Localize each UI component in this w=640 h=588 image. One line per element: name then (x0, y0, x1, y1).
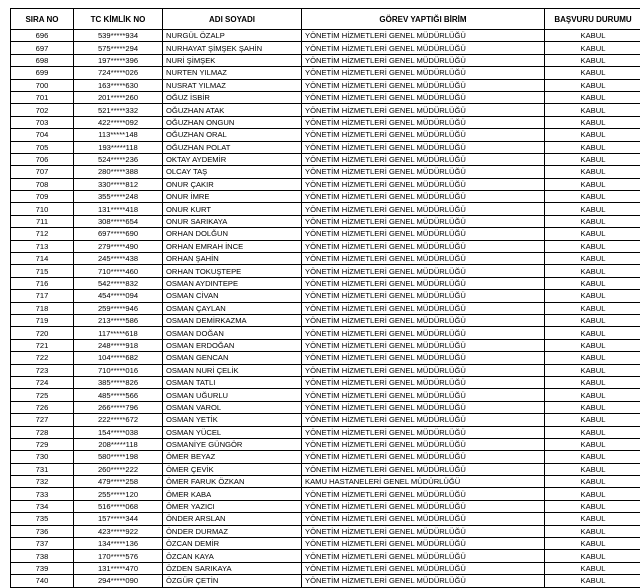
cell-sira-no: 703 (11, 116, 74, 128)
cell-tc-kimlik-no: 157*****344 (74, 513, 163, 525)
cell-adi-soyadi: OSMAN ERDOĞAN (163, 339, 302, 351)
table-row (11, 203, 640, 215)
cell-tc-kimlik-no: 308*****654 (74, 215, 163, 227)
cell-sira-no: 740 (11, 575, 74, 587)
cell-basvuru-durumu: KABUL (545, 166, 640, 178)
table-row (11, 191, 640, 203)
cell-basvuru-durumu: KABUL (545, 426, 640, 438)
cell-sira-no: 696 (11, 30, 74, 42)
table-row (11, 253, 640, 265)
cell-gorev-birim: YÖNETİM HİZMETLERİ GENEL MÜDÜRLÜĞÜ (302, 575, 545, 587)
cell-tc-kimlik-no: 197*****396 (74, 54, 163, 66)
table-row (11, 91, 640, 103)
table-row (11, 67, 640, 79)
cell-tc-kimlik-no: 423*****922 (74, 525, 163, 537)
cell-sira-no: 717 (11, 290, 74, 302)
cell-adi-soyadi: OLCAY TAŞ (163, 166, 302, 178)
cell-basvuru-durumu: KABUL (545, 414, 640, 426)
cell-basvuru-durumu: KABUL (545, 513, 640, 525)
cell-adi-soyadi: OSMAN TATLI (163, 376, 302, 388)
cell-adi-soyadi: ONUR İMRE (163, 191, 302, 203)
cell-gorev-birim: YÖNETİM HİZMETLERİ GENEL MÜDÜRLÜĞÜ (302, 389, 545, 401)
cell-tc-kimlik-no: 479*****258 (74, 476, 163, 488)
cell-tc-kimlik-no: 113*****148 (74, 129, 163, 141)
cell-sira-no: 709 (11, 191, 74, 203)
table-row (11, 463, 640, 475)
cell-basvuru-durumu: KABUL (545, 191, 640, 203)
table-row (11, 314, 640, 326)
cell-basvuru-durumu: KABUL (545, 352, 640, 364)
cell-gorev-birim: YÖNETİM HİZMETLERİ GENEL MÜDÜRLÜĞÜ (302, 265, 545, 277)
cell-basvuru-durumu: KABUL (545, 54, 640, 66)
cell-adi-soyadi: ÖZGÜR ÇETİN (163, 575, 302, 587)
cell-adi-soyadi: OĞUZHAN ONGUN (163, 116, 302, 128)
cell-basvuru-durumu: KABUL (545, 153, 640, 165)
cell-sira-no: 713 (11, 240, 74, 252)
cell-sira-no: 724 (11, 376, 74, 388)
cell-tc-kimlik-no: 580*****198 (74, 451, 163, 463)
cell-basvuru-durumu: KABUL (545, 500, 640, 512)
cell-basvuru-durumu: KABUL (545, 129, 640, 141)
cell-gorev-birim: YÖNETİM HİZMETLERİ GENEL MÜDÜRLÜĞÜ (302, 352, 545, 364)
cell-adi-soyadi: OSMAN VAROL (163, 401, 302, 413)
cell-adi-soyadi: OĞUZHAN POLAT (163, 141, 302, 153)
cell-sira-no: 702 (11, 104, 74, 116)
cell-adi-soyadi: ONUR KURT (163, 203, 302, 215)
applicant-table (10, 8, 640, 588)
cell-sira-no: 722 (11, 352, 74, 364)
table-row (11, 290, 640, 302)
cell-sira-no: 739 (11, 562, 74, 574)
cell-adi-soyadi: OSMAN ÇAYLAN (163, 302, 302, 314)
table-row (11, 550, 640, 562)
cell-sira-no: 712 (11, 228, 74, 240)
table-row (11, 426, 640, 438)
cell-basvuru-durumu: KABUL (545, 575, 640, 587)
header-sira-no: SIRA NO (11, 9, 74, 30)
cell-sira-no: 715 (11, 265, 74, 277)
table-row (11, 277, 640, 289)
table-row (11, 228, 640, 240)
cell-basvuru-durumu: KABUL (545, 42, 640, 54)
table-row (11, 438, 640, 450)
cell-basvuru-durumu: KABUL (545, 253, 640, 265)
cell-adi-soyadi: NUSRAT YILMAZ (163, 79, 302, 91)
table-row (11, 352, 640, 364)
cell-tc-kimlik-no: 294*****090 (74, 575, 163, 587)
table-row (11, 42, 640, 54)
cell-gorev-birim: YÖNETİM HİZMETLERİ GENEL MÜDÜRLÜĞÜ (302, 166, 545, 178)
cell-basvuru-durumu: KABUL (545, 327, 640, 339)
cell-basvuru-durumu: KABUL (545, 265, 640, 277)
cell-adi-soyadi: ÖMER KABA (163, 488, 302, 500)
table-row (11, 538, 640, 550)
cell-basvuru-durumu: KABUL (545, 488, 640, 500)
cell-adi-soyadi: NURHAYAT ŞİMŞEK ŞAHİN (163, 42, 302, 54)
cell-basvuru-durumu: KABUL (545, 314, 640, 326)
cell-basvuru-durumu: KABUL (545, 203, 640, 215)
table-row (11, 562, 640, 574)
table-row (11, 240, 640, 252)
cell-tc-kimlik-no: 201*****260 (74, 91, 163, 103)
cell-adi-soyadi: NURGÜL ÖZALP (163, 30, 302, 42)
table-row (11, 116, 640, 128)
cell-gorev-birim: YÖNETİM HİZMETLERİ GENEL MÜDÜRLÜĞÜ (302, 463, 545, 475)
cell-sira-no: 730 (11, 451, 74, 463)
cell-tc-kimlik-no: 208*****118 (74, 438, 163, 450)
table-row (11, 476, 640, 488)
cell-tc-kimlik-no: 193*****118 (74, 141, 163, 153)
cell-tc-kimlik-no: 170*****576 (74, 550, 163, 562)
cell-tc-kimlik-no: 222*****672 (74, 414, 163, 426)
cell-sira-no: 737 (11, 538, 74, 550)
cell-adi-soyadi: OSMAN DOĞAN (163, 327, 302, 339)
cell-tc-kimlik-no: 710*****016 (74, 364, 163, 376)
cell-basvuru-durumu: KABUL (545, 178, 640, 190)
cell-adi-soyadi: ÖMER BEYAZ (163, 451, 302, 463)
cell-adi-soyadi: NURTEN YILMAZ (163, 67, 302, 79)
cell-tc-kimlik-no: 279*****490 (74, 240, 163, 252)
cell-adi-soyadi: OĞUZHAN ATAK (163, 104, 302, 116)
cell-basvuru-durumu: KABUL (545, 562, 640, 574)
cell-basvuru-durumu: KABUL (545, 116, 640, 128)
cell-gorev-birim: YÖNETİM HİZMETLERİ GENEL MÜDÜRLÜĞÜ (302, 91, 545, 103)
table-row (11, 104, 640, 116)
cell-basvuru-durumu: KABUL (545, 525, 640, 537)
header-adi-soyadi: ADI SOYADI (163, 9, 302, 30)
cell-basvuru-durumu: KABUL (545, 550, 640, 562)
cell-basvuru-durumu: KABUL (545, 339, 640, 351)
cell-gorev-birim: YÖNETİM HİZMETLERİ GENEL MÜDÜRLÜĞÜ (302, 191, 545, 203)
cell-tc-kimlik-no: 524*****236 (74, 153, 163, 165)
header-row (11, 9, 640, 30)
cell-sira-no: 734 (11, 500, 74, 512)
cell-basvuru-durumu: KABUL (545, 438, 640, 450)
cell-tc-kimlik-no: 259*****946 (74, 302, 163, 314)
cell-adi-soyadi: ÖZDEN SARIKAYA (163, 562, 302, 574)
table-row (11, 575, 640, 587)
cell-basvuru-durumu: KABUL (545, 476, 640, 488)
table-row (11, 141, 640, 153)
cell-adi-soyadi: OĞUZHAN ORAL (163, 129, 302, 141)
cell-gorev-birim: YÖNETİM HİZMETLERİ GENEL MÜDÜRLÜĞÜ (302, 79, 545, 91)
cell-adi-soyadi: OSMAN UĞURLU (163, 389, 302, 401)
cell-basvuru-durumu: KABUL (545, 104, 640, 116)
cell-basvuru-durumu: KABUL (545, 30, 640, 42)
table-row (11, 265, 640, 277)
cell-sira-no: 732 (11, 476, 74, 488)
cell-gorev-birim: YÖNETİM HİZMETLERİ GENEL MÜDÜRLÜĞÜ (302, 253, 545, 265)
cell-gorev-birim: YÖNETİM HİZMETLERİ GENEL MÜDÜRLÜĞÜ (302, 538, 545, 550)
cell-adi-soyadi: ORHAN TOKUŞTEPE (163, 265, 302, 277)
cell-tc-kimlik-no: 213*****586 (74, 314, 163, 326)
cell-tc-kimlik-no: 710*****460 (74, 265, 163, 277)
cell-gorev-birim: YÖNETİM HİZMETLERİ GENEL MÜDÜRLÜĞÜ (302, 215, 545, 227)
table-row (11, 54, 640, 66)
cell-gorev-birim: YÖNETİM HİZMETLERİ GENEL MÜDÜRLÜĞÜ (302, 550, 545, 562)
cell-gorev-birim: YÖNETİM HİZMETLERİ GENEL MÜDÜRLÜĞÜ (302, 314, 545, 326)
cell-sira-no: 727 (11, 414, 74, 426)
cell-gorev-birim: YÖNETİM HİZMETLERİ GENEL MÜDÜRLÜĞÜ (302, 364, 545, 376)
cell-gorev-birim: YÖNETİM HİZMETLERİ GENEL MÜDÜRLÜĞÜ (302, 327, 545, 339)
table-row (11, 525, 640, 537)
cell-gorev-birim: YÖNETİM HİZMETLERİ GENEL MÜDÜRLÜĞÜ (302, 339, 545, 351)
cell-adi-soyadi: OSMANİYE GÜNGÖR (163, 438, 302, 450)
table-row (11, 488, 640, 500)
cell-tc-kimlik-no: 255*****120 (74, 488, 163, 500)
cell-sira-no: 723 (11, 364, 74, 376)
table-row (11, 401, 640, 413)
cell-sira-no: 706 (11, 153, 74, 165)
cell-sira-no: 735 (11, 513, 74, 525)
cell-tc-kimlik-no: 280*****388 (74, 166, 163, 178)
cell-sira-no: 721 (11, 339, 74, 351)
cell-tc-kimlik-no: 516*****068 (74, 500, 163, 512)
cell-sira-no: 705 (11, 141, 74, 153)
cell-adi-soyadi: OSMAN YETİK (163, 414, 302, 426)
cell-adi-soyadi: OSMAN CİVAN (163, 290, 302, 302)
cell-tc-kimlik-no: 134*****136 (74, 538, 163, 550)
cell-gorev-birim: YÖNETİM HİZMETLERİ GENEL MÜDÜRLÜĞÜ (302, 203, 545, 215)
cell-basvuru-durumu: KABUL (545, 91, 640, 103)
cell-sira-no: 736 (11, 525, 74, 537)
cell-gorev-birim: YÖNETİM HİZMETLERİ GENEL MÜDÜRLÜĞÜ (302, 414, 545, 426)
cell-gorev-birim: YÖNETİM HİZMETLERİ GENEL MÜDÜRLÜĞÜ (302, 401, 545, 413)
cell-gorev-birim: YÖNETİM HİZMETLERİ GENEL MÜDÜRLÜĞÜ (302, 277, 545, 289)
cell-basvuru-durumu: KABUL (545, 364, 640, 376)
cell-gorev-birim: YÖNETİM HİZMETLERİ GENEL MÜDÜRLÜĞÜ (302, 116, 545, 128)
cell-tc-kimlik-no: 454*****094 (74, 290, 163, 302)
cell-gorev-birim: YÖNETİM HİZMETLERİ GENEL MÜDÜRLÜĞÜ (302, 290, 545, 302)
cell-gorev-birim: YÖNETİM HİZMETLERİ GENEL MÜDÜRLÜĞÜ (302, 42, 545, 54)
cell-tc-kimlik-no: 542*****832 (74, 277, 163, 289)
cell-sira-no: 700 (11, 79, 74, 91)
cell-gorev-birim: YÖNETİM HİZMETLERİ GENEL MÜDÜRLÜĞÜ (302, 562, 545, 574)
cell-adi-soyadi: ÖNDER DURMAZ (163, 525, 302, 537)
table-row (11, 30, 640, 42)
header-tc-kimlik-no: TC KİMLİK NO (74, 9, 163, 30)
table-header (11, 9, 640, 30)
cell-basvuru-durumu: KABUL (545, 277, 640, 289)
cell-basvuru-durumu: KABUL (545, 240, 640, 252)
cell-gorev-birim: YÖNETİM HİZMETLERİ GENEL MÜDÜRLÜĞÜ (302, 30, 545, 42)
table-row (11, 166, 640, 178)
cell-gorev-birim: YÖNETİM HİZMETLERİ GENEL MÜDÜRLÜĞÜ (302, 129, 545, 141)
cell-adi-soyadi: ÖZCAN DEMİR (163, 538, 302, 550)
table-row (11, 364, 640, 376)
cell-tc-kimlik-no: 697*****690 (74, 228, 163, 240)
cell-adi-soyadi: ÖZCAN KAYA (163, 550, 302, 562)
cell-basvuru-durumu: KABUL (545, 141, 640, 153)
cell-adi-soyadi: ORHAN EMRAH İNCE (163, 240, 302, 252)
cell-sira-no: 711 (11, 215, 74, 227)
cell-adi-soyadi: OSMAN DEMİRKAZMA (163, 314, 302, 326)
table-row (11, 327, 640, 339)
cell-tc-kimlik-no: 485*****566 (74, 389, 163, 401)
cell-tc-kimlik-no: 539*****934 (74, 30, 163, 42)
cell-tc-kimlik-no: 117*****618 (74, 327, 163, 339)
cell-basvuru-durumu: KABUL (545, 290, 640, 302)
cell-adi-soyadi: OSMAN GENCAN (163, 352, 302, 364)
cell-basvuru-durumu: KABUL (545, 79, 640, 91)
cell-tc-kimlik-no: 422*****092 (74, 116, 163, 128)
cell-adi-soyadi: OĞUZ İSBİR (163, 91, 302, 103)
cell-basvuru-durumu: KABUL (545, 67, 640, 79)
cell-gorev-birim: YÖNETİM HİZMETLERİ GENEL MÜDÜRLÜĞÜ (302, 513, 545, 525)
cell-tc-kimlik-no: 131*****418 (74, 203, 163, 215)
cell-tc-kimlik-no: 260*****222 (74, 463, 163, 475)
cell-adi-soyadi: ÖNDER ARSLAN (163, 513, 302, 525)
cell-sira-no: 719 (11, 314, 74, 326)
cell-basvuru-durumu: KABUL (545, 376, 640, 388)
cell-gorev-birim: YÖNETİM HİZMETLERİ GENEL MÜDÜRLÜĞÜ (302, 153, 545, 165)
cell-gorev-birim: YÖNETİM HİZMETLERİ GENEL MÜDÜRLÜĞÜ (302, 178, 545, 190)
cell-gorev-birim: YÖNETİM HİZMETLERİ GENEL MÜDÜRLÜĞÜ (302, 67, 545, 79)
cell-tc-kimlik-no: 245*****438 (74, 253, 163, 265)
cell-gorev-birim: YÖNETİM HİZMETLERİ GENEL MÜDÜRLÜĞÜ (302, 438, 545, 450)
cell-tc-kimlik-no: 131*****470 (74, 562, 163, 574)
cell-gorev-birim: YÖNETİM HİZMETLERİ GENEL MÜDÜRLÜĞÜ (302, 302, 545, 314)
table-row (11, 414, 640, 426)
cell-adi-soyadi: OSMAN AYDINTEPE (163, 277, 302, 289)
table-row (11, 376, 640, 388)
cell-tc-kimlik-no: 248*****918 (74, 339, 163, 351)
cell-basvuru-durumu: KABUL (545, 451, 640, 463)
cell-sira-no: 714 (11, 253, 74, 265)
header-gorev-birim: GÖREV YAPTIĞI BİRİM (302, 9, 545, 30)
cell-sira-no: 710 (11, 203, 74, 215)
cell-adi-soyadi: OSMAN YÜCEL (163, 426, 302, 438)
cell-adi-soyadi: OSMAN NURİ ÇELİK (163, 364, 302, 376)
cell-sira-no: 708 (11, 178, 74, 190)
cell-tc-kimlik-no: 575*****294 (74, 42, 163, 54)
cell-sira-no: 738 (11, 550, 74, 562)
cell-sira-no: 726 (11, 401, 74, 413)
table-row (11, 339, 640, 351)
table-row (11, 178, 640, 190)
table-row (11, 451, 640, 463)
table-row (11, 79, 640, 91)
cell-sira-no: 731 (11, 463, 74, 475)
cell-basvuru-durumu: KABUL (545, 215, 640, 227)
cell-sira-no: 728 (11, 426, 74, 438)
cell-tc-kimlik-no: 385*****826 (74, 376, 163, 388)
cell-gorev-birim: YÖNETİM HİZMETLERİ GENEL MÜDÜRLÜĞÜ (302, 525, 545, 537)
cell-sira-no: 729 (11, 438, 74, 450)
cell-basvuru-durumu: KABUL (545, 389, 640, 401)
cell-tc-kimlik-no: 724*****026 (74, 67, 163, 79)
table-row (11, 302, 640, 314)
cell-adi-soyadi: ONUR SARIKAYA (163, 215, 302, 227)
cell-sira-no: 716 (11, 277, 74, 289)
cell-sira-no: 698 (11, 54, 74, 66)
cell-gorev-birim: YÖNETİM HİZMETLERİ GENEL MÜDÜRLÜĞÜ (302, 426, 545, 438)
cell-gorev-birim: YÖNETİM HİZMETLERİ GENEL MÜDÜRLÜĞÜ (302, 104, 545, 116)
cell-tc-kimlik-no: 154*****038 (74, 426, 163, 438)
cell-tc-kimlik-no: 104*****682 (74, 352, 163, 364)
cell-gorev-birim: YÖNETİM HİZMETLERİ GENEL MÜDÜRLÜĞÜ (302, 488, 545, 500)
table-row (11, 129, 640, 141)
table-body (11, 30, 640, 588)
table-row (11, 215, 640, 227)
cell-basvuru-durumu: KABUL (545, 302, 640, 314)
cell-adi-soyadi: NURİ ŞİMŞEK (163, 54, 302, 66)
cell-sira-no: 697 (11, 42, 74, 54)
cell-gorev-birim: YÖNETİM HİZMETLERİ GENEL MÜDÜRLÜĞÜ (302, 240, 545, 252)
cell-gorev-birim: YÖNETİM HİZMETLERİ GENEL MÜDÜRLÜĞÜ (302, 500, 545, 512)
cell-gorev-birim: YÖNETİM HİZMETLERİ GENEL MÜDÜRLÜĞÜ (302, 376, 545, 388)
cell-sira-no: 707 (11, 166, 74, 178)
cell-sira-no: 701 (11, 91, 74, 103)
cell-adi-soyadi: ÖMER YAZICI (163, 500, 302, 512)
table-row (11, 389, 640, 401)
cell-adi-soyadi: ÖMER ÇEVİK (163, 463, 302, 475)
cell-gorev-birim: YÖNETİM HİZMETLERİ GENEL MÜDÜRLÜĞÜ (302, 451, 545, 463)
cell-adi-soyadi: ORHAN ŞAHİN (163, 253, 302, 265)
cell-sira-no: 704 (11, 129, 74, 141)
cell-adi-soyadi: OKTAY AYDEMİR (163, 153, 302, 165)
table-row (11, 513, 640, 525)
cell-sira-no: 720 (11, 327, 74, 339)
cell-tc-kimlik-no: 266*****796 (74, 401, 163, 413)
cell-sira-no: 733 (11, 488, 74, 500)
cell-adi-soyadi: ONUR ÇAKIR (163, 178, 302, 190)
cell-gorev-birim: KAMU HASTANELERİ GENEL MÜDÜRLÜĞÜ (302, 476, 545, 488)
cell-basvuru-durumu: KABUL (545, 463, 640, 475)
cell-tc-kimlik-no: 355*****248 (74, 191, 163, 203)
cell-basvuru-durumu: KABUL (545, 401, 640, 413)
table-row (11, 153, 640, 165)
cell-gorev-birim: YÖNETİM HİZMETLERİ GENEL MÜDÜRLÜĞÜ (302, 228, 545, 240)
cell-sira-no: 718 (11, 302, 74, 314)
cell-sira-no: 699 (11, 67, 74, 79)
cell-tc-kimlik-no: 521*****332 (74, 104, 163, 116)
cell-tc-kimlik-no: 163*****630 (74, 79, 163, 91)
cell-tc-kimlik-no: 330*****812 (74, 178, 163, 190)
cell-gorev-birim: YÖNETİM HİZMETLERİ GENEL MÜDÜRLÜĞÜ (302, 141, 545, 153)
cell-adi-soyadi: ORHAN DOLĞUN (163, 228, 302, 240)
cell-basvuru-durumu: KABUL (545, 228, 640, 240)
cell-sira-no: 725 (11, 389, 74, 401)
cell-basvuru-durumu: KABUL (545, 538, 640, 550)
cell-gorev-birim: YÖNETİM HİZMETLERİ GENEL MÜDÜRLÜĞÜ (302, 54, 545, 66)
cell-adi-soyadi: ÖMER FARUK ÖZKAN (163, 476, 302, 488)
header-basvuru-durumu: BAŞVURU DURUMU (545, 9, 640, 30)
table-row (11, 500, 640, 512)
